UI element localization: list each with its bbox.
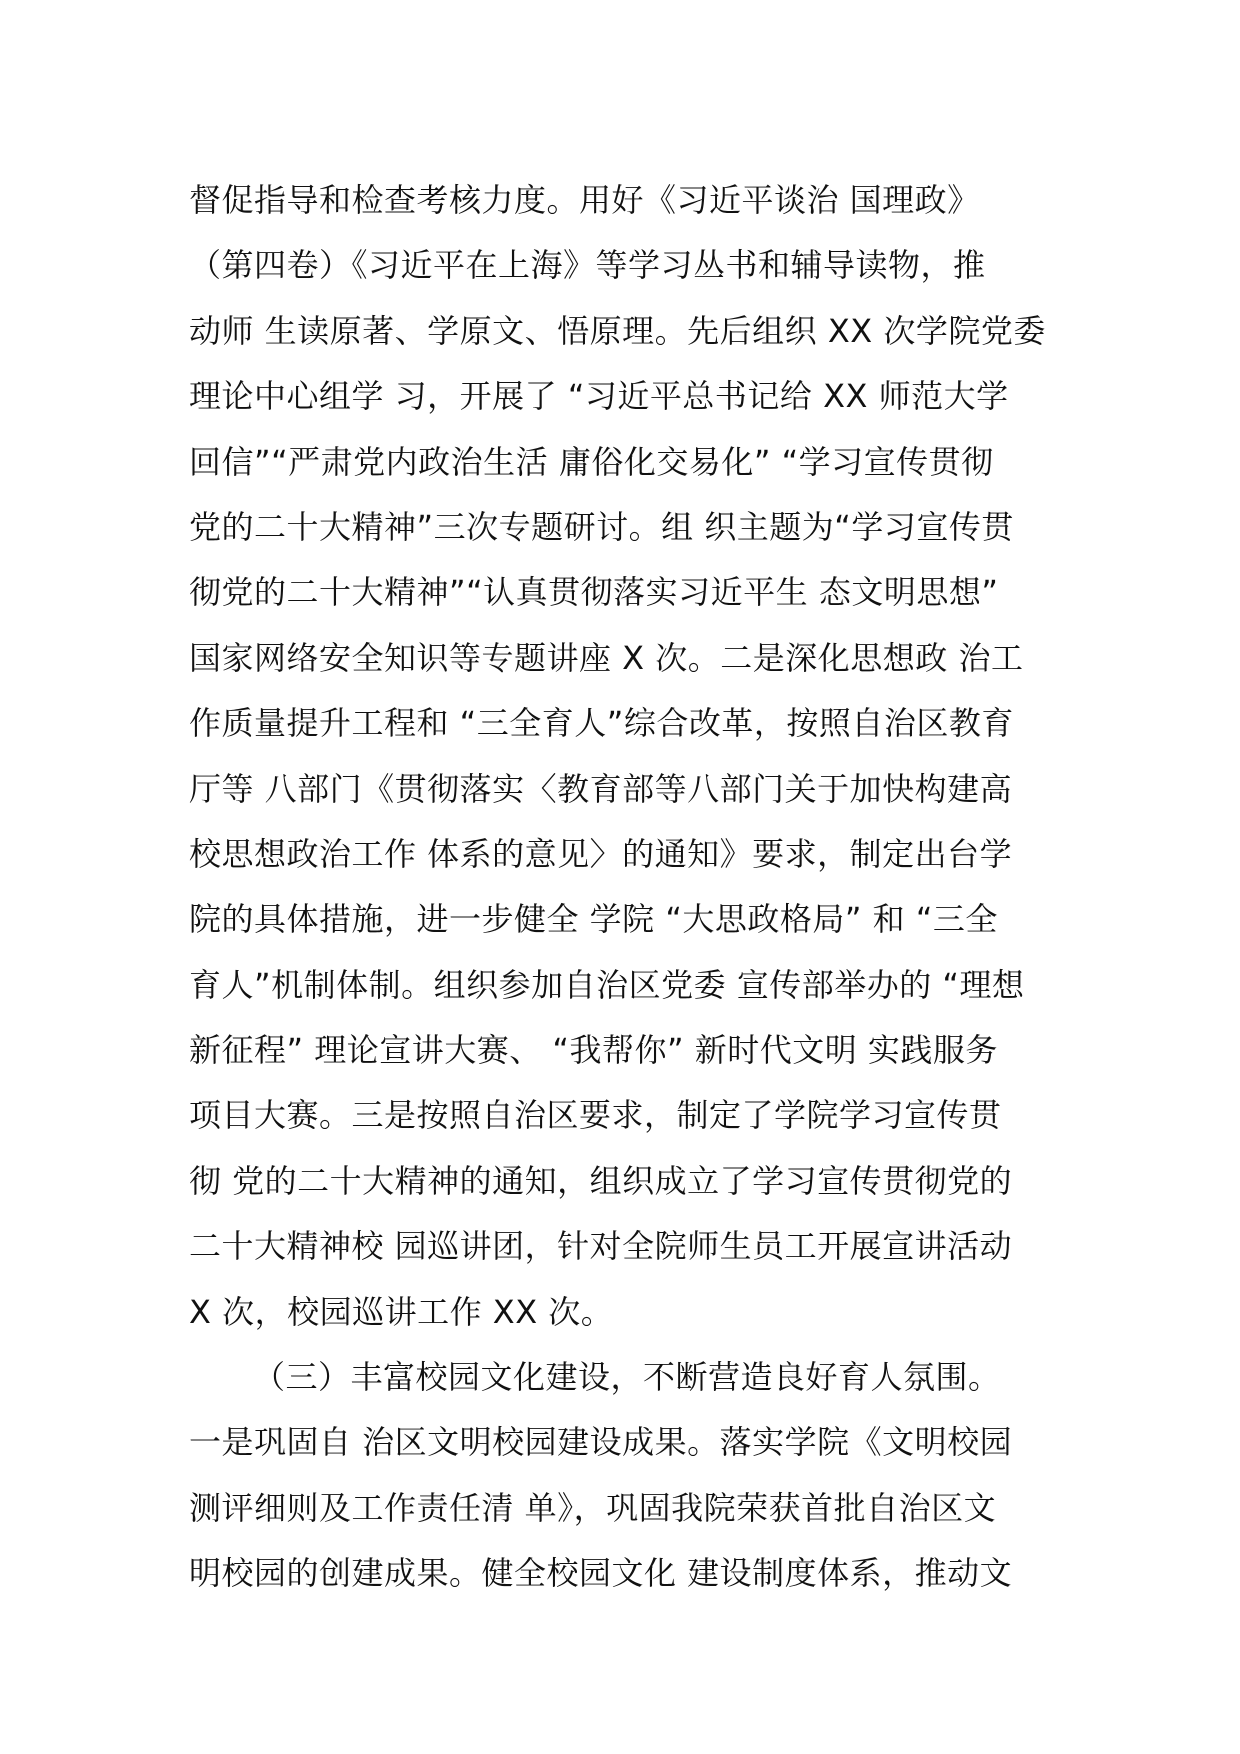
text-line: 测评细则及工作责任清 单》，巩固我院荣获首批自治区文	[189, 1488, 997, 1527]
body-text	[189, 168, 1069, 1607]
text-line: 新征程” 理论宣讲大赛、 “我帮你” 新时代文明 实践服务	[189, 1031, 998, 1070]
text-line: 督促指导和检查考核力度。用好《习近平谈治 国理政》	[189, 181, 980, 219]
text-line: 育人”机制体制。组织参加自治区党委 宣传部举办的 “理想	[189, 965, 1025, 1004]
text-line: 一是巩固自 治区文明校园建设成果。落实学院《文明校园	[189, 1423, 1013, 1462]
text-line: 回信”“严肃党内政治生活 庸俗化交易化” “学习宣传贯彻	[189, 442, 994, 481]
text-line: 党的二十大精神”三次专题研讨。组 织主题为“学习宣传贯	[189, 507, 1014, 546]
section-heading-line: （三）丰富校园文化建设，不断营造良好育人氛围。	[253, 1358, 1001, 1397]
text-line: 校思想政治工作 体系的意见〉的通知》要求，制定出台学	[189, 834, 1013, 873]
text-line: 项目大赛。三是按照自治区要求，制定了学院学习宣传贯	[189, 1096, 1002, 1135]
text-line: 厅等 八部门《贯彻落实〈教育部等八部门关于加快构建高	[189, 769, 1013, 808]
text-line: 彻党的二十大精神”“认真贯彻落实习近平生 态文明思想”	[189, 573, 999, 612]
text-line: 明校园的创建成果。健全校园文化 建设制度体系，推动文	[189, 1554, 1013, 1593]
text-line: 动师 生读原著、学原文、悟原理。先后组织 XX 次学院党委	[189, 311, 1046, 350]
text-line: 国家网络安全知识等专题讲座 X 次。二是深化思想政 治工	[189, 638, 1024, 677]
text-line: 二十大精神校 园巡讲团，针对全院师生员工开展宣讲活动	[189, 1227, 1013, 1266]
text-line: （第四卷）《习近平在上海》等学习丛书和辅导读物，推	[189, 246, 986, 285]
text-line: 作质量提升工程和 “三全育人”综合改革，按照自治区教育	[189, 704, 1014, 743]
text-line: X 次，校园巡讲工作 XX 次。	[189, 1292, 614, 1331]
text-line: 院的具体措施，进一步健全 学院 “大思政格局” 和 “三全	[189, 900, 998, 939]
text-line: 理论中心组学 习，开展了 “习近平总书记给 XX 师范大学	[189, 377, 1009, 416]
text-line: 彻 党的二十大精神的通知，组织成立了学习宣传贯彻党的	[189, 1161, 1013, 1200]
